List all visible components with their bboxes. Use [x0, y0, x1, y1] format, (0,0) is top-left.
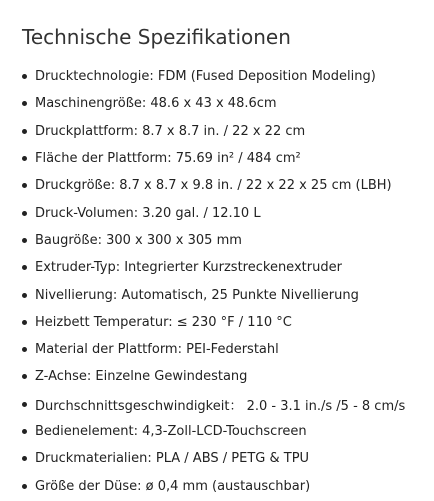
spec-item-machine-size: Maschinengröße: 48.6 x 43 x 48.6cm [22, 90, 405, 117]
section-title: Technische Spezifikationen [22, 24, 291, 49]
spec-item-nozzle-size: Größe der Düse: ø 0,4 mm (austauschbar) [22, 472, 405, 499]
bullet-icon [22, 238, 27, 243]
bullet-icon [22, 429, 27, 434]
spec-item-platform-material: Material der Plattform: PEI-Federstahl [22, 336, 405, 363]
spec-item-z-axis: Z-Achse: Einzelne Gewindestang [22, 363, 405, 390]
spec-list [22, 63, 405, 500]
bullet-icon [22, 211, 27, 216]
spec-item-print-size: Druckgröße: 8.7 x 8.7 x 9.8 in. / 22 x 22 x 25 cm (LBH) [22, 172, 405, 199]
spec-item-platform-area: Fläche der Plattform: 75.69 in² / 484 cm² [22, 145, 405, 172]
spec-item-print-volume: Druck-Volumen: 3.20 gal. / 12.10 L [22, 199, 405, 226]
bullet-icon [22, 347, 27, 352]
spec-item-technology: Drucktechnologie: FDM (Fused Deposition Modeling) [22, 63, 405, 90]
bullet-icon [22, 183, 27, 188]
spec-item-print-platform: Druckplattform: 8.7 x 8.7 in. / 22 x 22 cm [22, 118, 405, 145]
bullet-icon [22, 484, 27, 489]
spec-item-average-speed: Durchschnittsgeschwindigkeit： 2.0 - 3.1 in./s /5 - 8 cm/s [22, 391, 405, 418]
spec-item-heatbed-temperature: Heizbett Temperatur: ≤ 230 °F / 110 °C [22, 309, 405, 336]
bullet-icon [22, 374, 27, 379]
bullet-icon [22, 101, 27, 106]
bullet-icon [22, 156, 27, 161]
spec-item-materials: Druckmaterialien: PLA / ABS / PETG & TPU [22, 445, 405, 472]
spec-item-leveling: Nivellierung: Automatisch, 25 Punkte Nivellierung [22, 281, 405, 308]
bullet-icon [22, 293, 27, 298]
spec-item-control: Bedienelement: 4,3-Zoll-LCD-Touchscreen [22, 418, 405, 445]
bullet-icon [22, 265, 27, 270]
spec-item-build-size: Baugröße: 300 x 300 x 305 mm [22, 227, 405, 254]
bullet-icon [22, 320, 27, 325]
bullet-icon [22, 74, 27, 79]
spec-item-extruder-type: Extruder-Typ: Integrierter Kurzstreckenextruder [22, 254, 405, 281]
bullet-icon [22, 129, 27, 134]
bullet-icon [22, 456, 27, 461]
bullet-icon [22, 402, 27, 407]
